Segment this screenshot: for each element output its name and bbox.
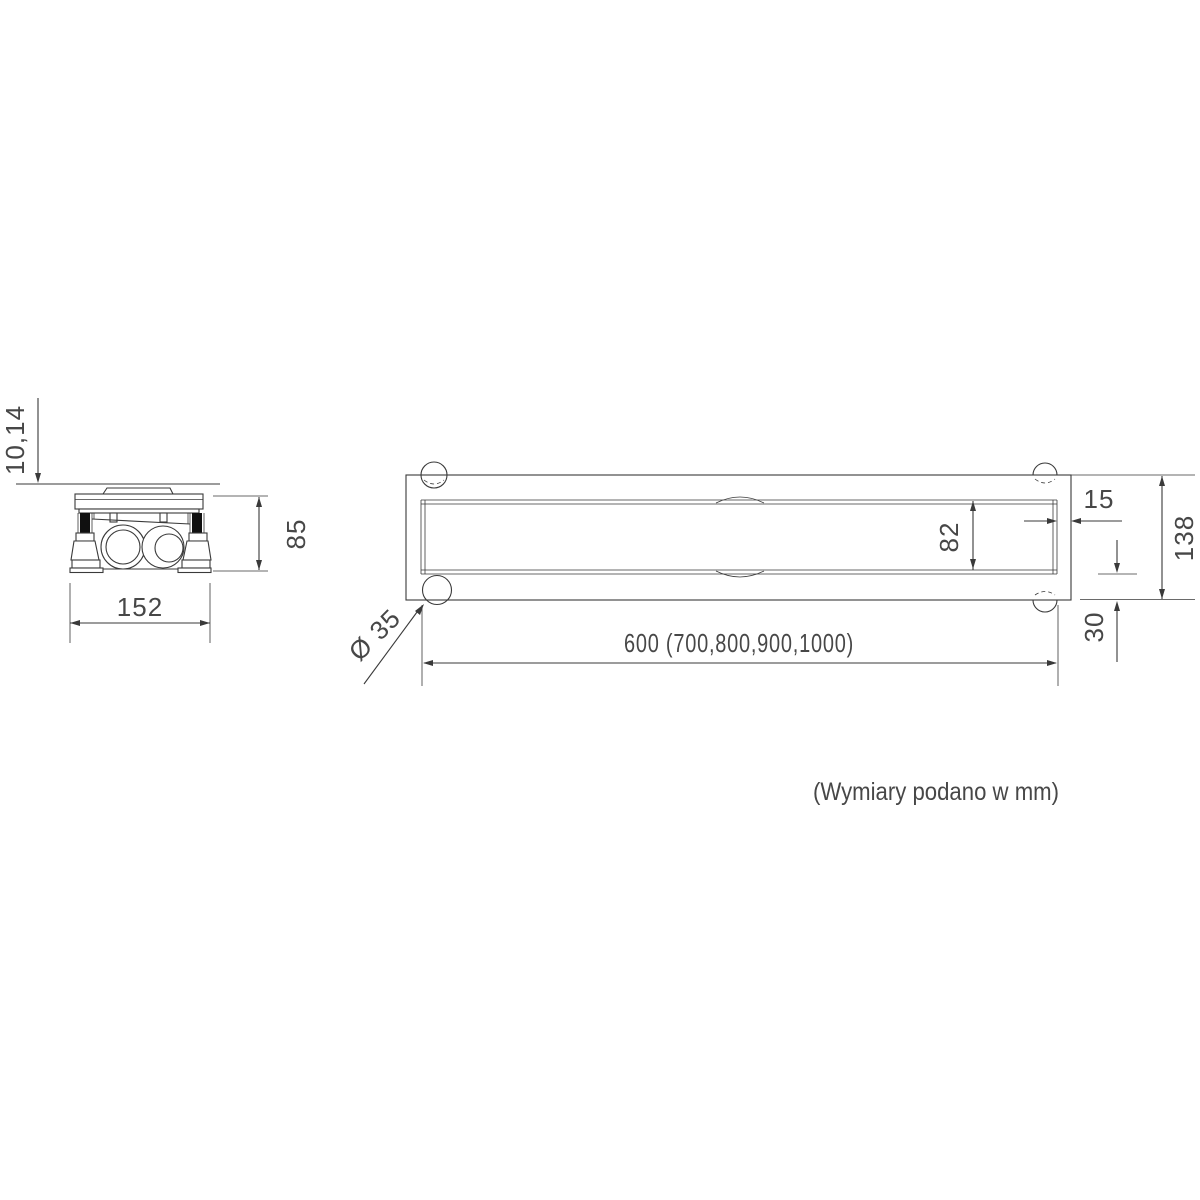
dimension-inner-width <box>934 501 976 570</box>
dimension-outlet-diameter <box>343 603 424 684</box>
arrowhead-down <box>1114 563 1120 573</box>
dimension-body-width <box>70 583 210 643</box>
dim-end-offset-label: 30 <box>1079 611 1109 643</box>
arrowhead-left <box>70 620 80 626</box>
dim-outer-width-label: 138 <box>1169 514 1199 562</box>
arrowhead-down <box>1159 589 1165 599</box>
arrowhead-down <box>35 473 41 483</box>
units-caption: (Wymiary podano w mm) <box>813 778 1059 806</box>
arrowhead-right <box>1047 518 1057 524</box>
dim-outlet-diameter-label: Ø 35 <box>342 602 407 667</box>
mounting-rods <box>78 513 204 533</box>
dimension-grate-offset <box>0 398 41 483</box>
dim-end-strip-label: 15 <box>1083 484 1115 514</box>
right-seal <box>192 513 202 533</box>
arrowhead-up <box>1114 601 1120 611</box>
outlet-pipe-bore <box>155 534 183 562</box>
arrowhead-down <box>256 560 262 570</box>
dim-inner-width-label: 82 <box>934 521 964 553</box>
arrowhead-right <box>200 620 210 626</box>
arrowhead-left <box>1071 518 1081 524</box>
channel-flange-outline <box>406 475 1071 600</box>
dimension-end-offset <box>1079 540 1137 662</box>
grate-profile <box>103 488 173 494</box>
dim-length-label: 600 (700,800,900,1000) <box>624 628 854 658</box>
foot-circle-bottom-right <box>1033 600 1057 612</box>
dim-body-width-label: 152 <box>116 592 164 622</box>
arrowhead-up <box>970 501 976 511</box>
foot-circle-top-right <box>1033 463 1057 475</box>
drain-top-plate <box>75 494 203 513</box>
trap-body <box>92 519 190 569</box>
dimension-body-height <box>213 496 311 571</box>
dimension-length <box>422 605 1058 686</box>
arrowhead-up <box>1159 476 1165 486</box>
side-view-drawing <box>0 398 311 643</box>
arrowhead-up <box>256 497 262 507</box>
arrowhead-right <box>1047 660 1057 666</box>
left-foot <box>70 533 103 573</box>
dim-body-height-label: 85 <box>281 518 311 550</box>
left-seal <box>80 513 90 533</box>
top-view-drawing <box>343 462 1199 686</box>
dim-grate-offset-label: 10,14 <box>0 404 30 476</box>
arrowhead-down <box>970 559 976 569</box>
inlet-ring-inner <box>106 530 140 564</box>
arrowhead-left <box>423 660 433 666</box>
